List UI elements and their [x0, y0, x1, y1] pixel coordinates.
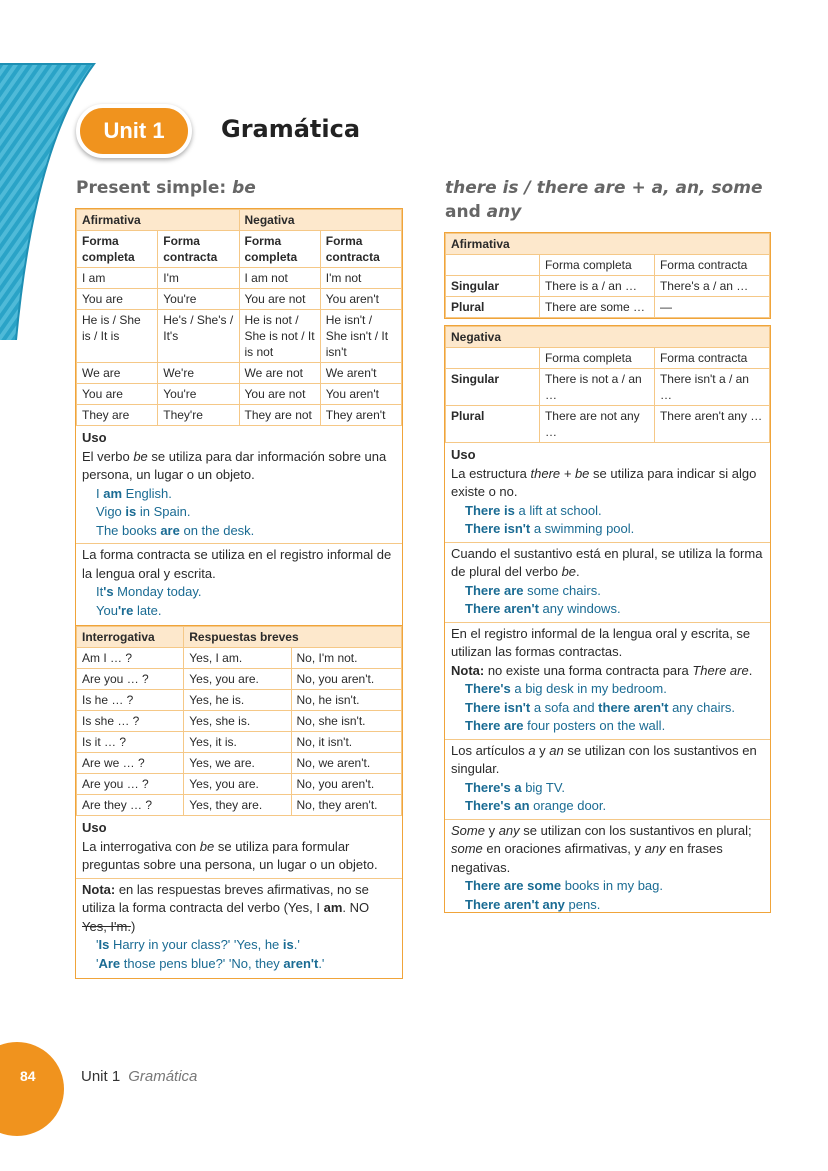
column-header: Forma completa — [539, 255, 654, 276]
table-row — [446, 369, 770, 406]
column-header: Forma contracta — [654, 348, 769, 369]
page-title: Gramática — [221, 115, 361, 143]
table-row — [77, 405, 402, 426]
table-cell: Am I … ? — [77, 648, 184, 669]
table-cell: You are not — [239, 289, 320, 310]
table-row — [446, 406, 770, 443]
table-cell: Are we … ? — [77, 753, 184, 774]
column-header: Forma completa — [239, 231, 320, 268]
table-cell: There isn't a / an … — [654, 369, 769, 406]
usage-notes — [445, 443, 770, 919]
table-row — [77, 732, 402, 753]
column-header: Forma contracta — [320, 231, 401, 268]
example-sentence: The books are on the desk. — [96, 522, 255, 538]
table-header: Afirmativa — [77, 210, 240, 231]
table-cell: You're — [158, 289, 239, 310]
page-number-badge — [0, 1042, 64, 1136]
table-cell: Yes, I am. — [184, 648, 291, 669]
usage-text: El verbo be se utiliza para dar información sobre una persona, un lugar o un objeto. — [82, 448, 387, 482]
table-cell: He isn't / She isn't / It isn't — [320, 310, 401, 363]
unit-badge: Unit 1 — [76, 104, 192, 158]
table-row — [77, 268, 402, 289]
column-header: Forma completa — [539, 348, 654, 369]
table-cell: No, they aren't. — [291, 795, 402, 816]
table-cell: I'm not — [320, 268, 401, 289]
table-row — [77, 310, 402, 363]
table-cell: We aren't — [320, 363, 401, 384]
table-cell: No, she isn't. — [291, 711, 402, 732]
table-cell: No, it isn't. — [291, 732, 402, 753]
table-row — [77, 690, 402, 711]
negative-table — [445, 326, 770, 443]
affirmative-box — [444, 232, 771, 319]
table-cell: I am — [77, 268, 158, 289]
table-cell: Yes, you are. — [184, 774, 291, 795]
usage-text: Some y any se utilizan con los sustantivos en plural; some en oraciones afirmativas, y any en frases negativas. — [451, 822, 752, 875]
table-cell: He's / She's / It's — [158, 310, 239, 363]
table-cell: We are not — [239, 363, 320, 384]
row-header: Plural — [446, 297, 540, 318]
usage-notes — [76, 816, 402, 978]
table-cell: No, you aren't. — [291, 669, 402, 690]
table-cell: There's a / an … — [654, 276, 769, 297]
table-cell: Yes, he is. — [184, 690, 291, 711]
column-header: Forma completa — [77, 231, 158, 268]
present-simple-table — [76, 209, 402, 426]
table-row — [77, 774, 402, 795]
table-cell: They are not — [239, 405, 320, 426]
row-header: Singular — [446, 276, 540, 297]
row-header: Singular — [446, 369, 540, 406]
table-cell: We're — [158, 363, 239, 384]
interrogative-box — [75, 625, 403, 979]
table-cell: Yes, she is. — [184, 711, 291, 732]
table-cell: They are — [77, 405, 158, 426]
example-sentence: There's an orange door. — [465, 798, 607, 813]
table-cell: Is she … ? — [77, 711, 184, 732]
table-cell: Is he … ? — [77, 690, 184, 711]
example-sentence: 'Is Harry in your class?' 'Yes, he is.' — [96, 937, 300, 952]
table-cell: He is not / She is not / It is not — [239, 310, 320, 363]
table-cell: You are — [77, 384, 158, 405]
usage-label: Uso — [82, 430, 107, 445]
usage-text: La forma contracta se utiliza en el registro informal de la lengua oral y escrita. — [82, 547, 392, 581]
interrogative-table — [76, 626, 402, 816]
usage-text: La interrogativa con be se utiliza para formular preguntas sobre una persona, un lugar o un objeto. — [82, 838, 378, 872]
table-cell: They're — [158, 405, 239, 426]
table-row — [77, 363, 402, 384]
table-row — [77, 384, 402, 405]
table-cell: Yes, we are. — [184, 753, 291, 774]
section-title-present-simple: Present simple: be — [76, 178, 256, 198]
table-cell: — — [654, 297, 769, 318]
table-row — [77, 669, 402, 690]
example-sentence: It's Monday today. — [96, 584, 202, 599]
example-sentence: There isn't a swimming pool. — [465, 521, 635, 536]
example-sentence: There isn't a sofa and there aren't any chairs. — [465, 699, 735, 715]
table-cell: Yes, they are. — [184, 795, 291, 816]
usage-text: Cuando el sustantivo está en plural, se utiliza la forma de plural del verbo be. — [451, 545, 763, 579]
table-cell: Yes, you are. — [184, 669, 291, 690]
table-cell: You're — [158, 384, 239, 405]
table-header: Negativa — [239, 210, 402, 231]
table-cell: Is it … ? — [77, 732, 184, 753]
table-cell: There is a / an … — [539, 276, 654, 297]
page-number: 84 — [20, 1068, 36, 1084]
table-header: Interrogativa — [77, 627, 184, 648]
usage-text: Los artículos a y an se utilizan con los sustantivos en singular. — [451, 742, 757, 776]
column-header: Forma contracta — [158, 231, 239, 268]
usage-text: En el registro informal de la lengua oral y escrita, se utilizan las formas contractas. — [451, 625, 751, 659]
table-row — [77, 711, 402, 732]
table-row — [77, 753, 402, 774]
usage-label: Uso — [451, 447, 476, 462]
note-text: Nota: no existe una forma contracta para There are. — [451, 662, 753, 678]
table-cell: You are not — [239, 384, 320, 405]
usage-notes — [76, 426, 402, 625]
table-cell: There aren't any … — [654, 406, 769, 443]
note-text: Nota: en las respuestas breves afirmativas, no se utiliza la forma contracta del verbo (Yes, I am. NO Yes, I'm.) — [82, 881, 370, 934]
usage-label: Uso — [82, 820, 107, 835]
table-row — [77, 795, 402, 816]
table-row — [77, 648, 402, 669]
table-cell: We are — [77, 363, 158, 384]
example-sentence: You're late. — [96, 602, 162, 618]
footer-label: Unit 1 Gramática — [81, 1068, 198, 1085]
table-cell: I am not — [239, 268, 320, 289]
table-cell: You are — [77, 289, 158, 310]
example-sentence: Vigo is in Spain. — [96, 504, 191, 519]
table-row — [446, 297, 770, 318]
table-cell: Are they … ? — [77, 795, 184, 816]
table-cell: Are you … ? — [77, 669, 184, 690]
example-sentence: There's a big desk in my bedroom. — [465, 681, 667, 696]
table-cell: He is / She is / It is — [77, 310, 158, 363]
table-cell: You aren't — [320, 289, 401, 310]
table-cell: No, you aren't. — [291, 774, 402, 795]
example-sentence: There are some books in my bag. — [465, 878, 663, 893]
affirmative-table — [445, 233, 770, 318]
table-cell: Yes, it is. — [184, 732, 291, 753]
row-header: Plural — [446, 406, 540, 443]
example-sentence: There are some chairs. — [465, 582, 601, 598]
example-sentence: There are four posters on the wall. — [465, 718, 666, 733]
table-cell: There are not any … — [539, 406, 654, 443]
table-cell: They aren't — [320, 405, 401, 426]
example-sentence: I am English. — [96, 485, 172, 501]
example-sentence: There's a big TV. — [465, 779, 565, 795]
table-header: Negativa — [446, 327, 770, 348]
present-simple-box — [75, 208, 403, 626]
section-title-there-is: there is / there are + a, an, some and any — [445, 178, 763, 222]
table-cell: There are some … — [539, 297, 654, 318]
table-header: Afirmativa — [446, 234, 770, 255]
table-row — [446, 276, 770, 297]
negative-box — [444, 325, 771, 913]
table-cell: I'm — [158, 268, 239, 289]
table-cell: No, we aren't. — [291, 753, 402, 774]
table-cell: No, he isn't. — [291, 690, 402, 711]
example-sentence: There aren't any pens. — [465, 896, 601, 912]
usage-text: La estructura there + be se utiliza para indicar si algo existe o no. — [451, 465, 757, 499]
table-cell: No, I'm not. — [291, 648, 402, 669]
table-cell: You aren't — [320, 384, 401, 405]
table-cell: There is not a / an … — [539, 369, 654, 406]
table-cell: Are you … ? — [77, 774, 184, 795]
example-sentence: There is a lift at school. — [465, 502, 602, 518]
example-sentence: 'Are those pens blue?' 'No, they aren't.' — [96, 955, 325, 971]
example-sentence: There aren't any windows. — [465, 601, 621, 616]
table-header: Respuestas breves — [184, 627, 402, 648]
table-row — [77, 289, 402, 310]
column-header: Forma contracta — [654, 255, 769, 276]
